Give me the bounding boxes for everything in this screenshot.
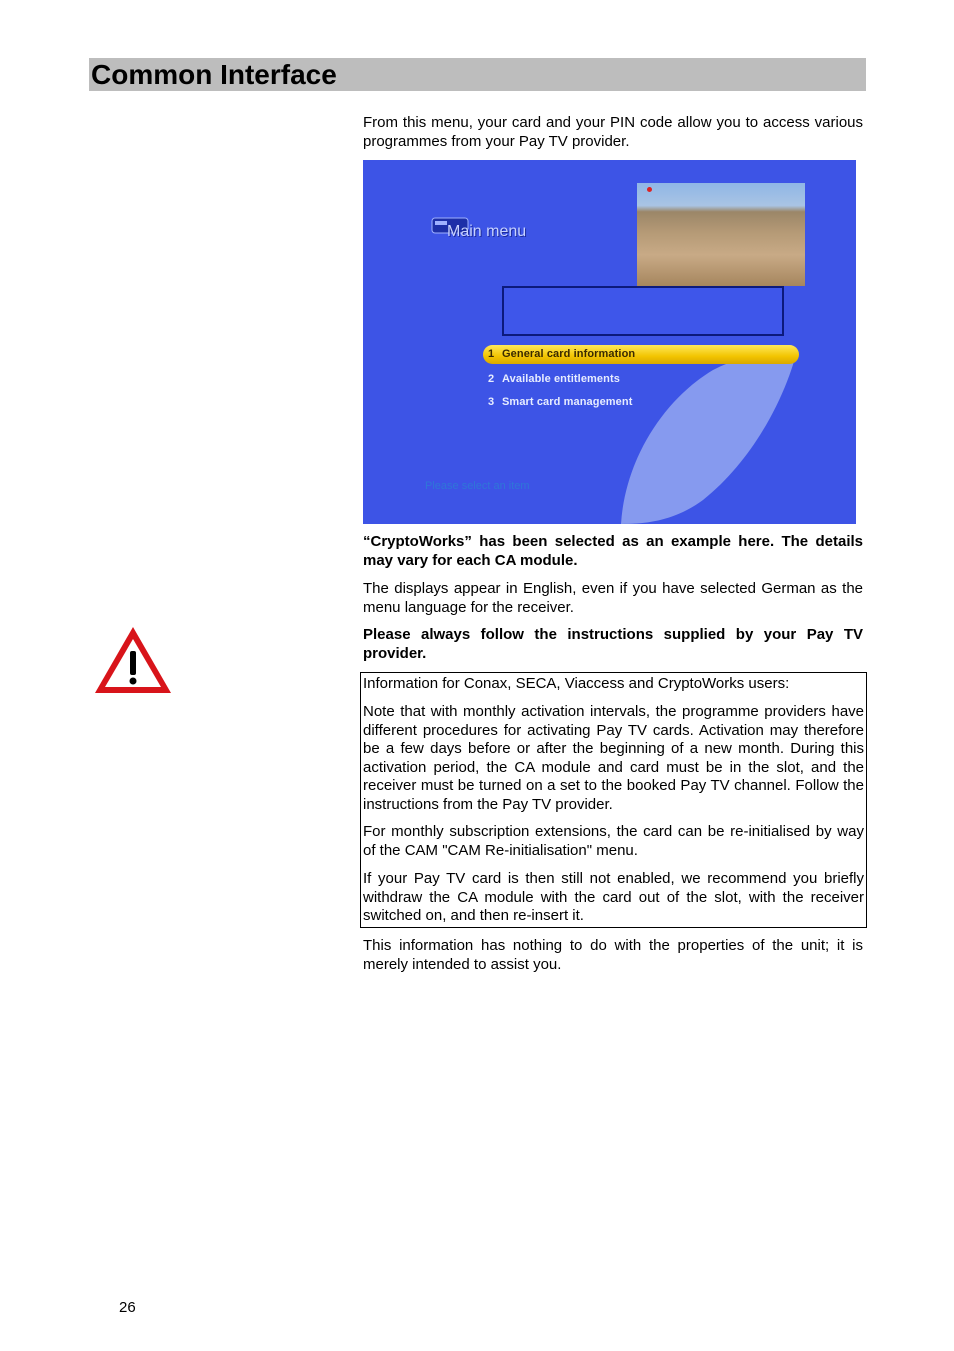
- footer-note: This information has nothing to do with the properties of the unit; it is merely intended to assist you.: [363, 937, 863, 973]
- menu-item-number: 1: [488, 348, 495, 360]
- intro-text: From this menu, your card and your PIN code allow you to access various programmes from your Pay TV provider.: [363, 114, 863, 150]
- warning-triangle-icon: [93, 625, 173, 695]
- menu-item-label: Smart card management: [502, 396, 633, 408]
- menu-item-label: General card information: [502, 348, 636, 360]
- info-box-reinsert-paragraph: If your Pay TV card is then still not enabled, we recommend you briefly withdraw the CA module with the card out of the slot, with the receiver switched on, and then re-insert it.: [363, 870, 864, 924]
- language-note: The displays appear in English, even if you have selected German as the menu language for the receiver.: [363, 580, 863, 616]
- main-menu-title: Main menu: [447, 223, 527, 240]
- example-caption: “CryptoWorks” has been selected as an example here. The details may vary for each CA module.: [363, 533, 863, 569]
- page-heading: Common Interface: [89, 58, 866, 91]
- menu-item-number: 3: [488, 396, 495, 408]
- menu-item-available-entitlements[interactable]: [488, 372, 620, 386]
- menu-item-smart-card-management[interactable]: [488, 395, 632, 409]
- tv-menu-screenshot: [363, 160, 856, 524]
- menu-item-general-card-information[interactable]: [483, 345, 799, 364]
- info-box-activation-paragraph: Note that with monthly activation intervals, the programme providers have different procedures for activating Pay TV cards. Activation may therefore be a few days before or after the beginning of a new month. During this activation period, the CA module and card must be in the slot, and the receiver must be turned on a set to the booked Pay TV channel. Follow the instructions from the Pay TV provider.: [363, 703, 864, 813]
- page-number: 26: [119, 1299, 136, 1316]
- tv-preview-window: [637, 183, 805, 286]
- menu-item-number: 2: [488, 373, 495, 385]
- info-box-title: Information for Conax, SECA, Viaccess and CryptoWorks users:: [363, 675, 790, 692]
- status-hint: Please select an item: [425, 480, 530, 492]
- info-display-box: [502, 286, 784, 336]
- info-box-extension-paragraph: For monthly subscription extensions, the card can be re-initialised by way of the CAM "CAM Re-initialisation" menu.: [363, 823, 864, 859]
- warning-text: Please always follow the instructions supplied by your Pay TV provider.: [363, 626, 863, 662]
- information-box: [360, 672, 867, 928]
- record-indicator-icon: [647, 187, 652, 192]
- menu-item-label: Available entitlements: [502, 373, 620, 385]
